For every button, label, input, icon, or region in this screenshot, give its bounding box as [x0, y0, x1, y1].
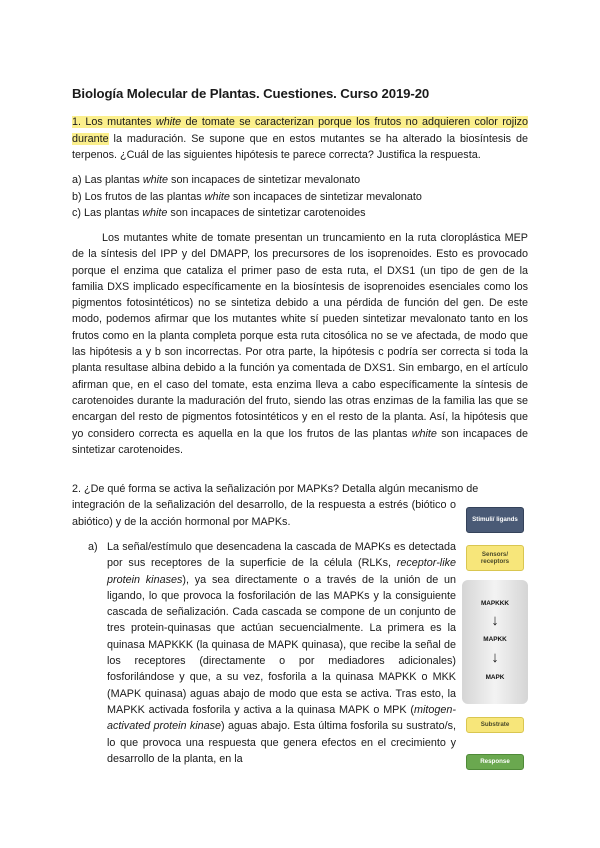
answer-end: son incapaces de sintetizar carotenoides.	[72, 427, 528, 456]
question-1	[72, 114, 528, 164]
answer-a-italic2: mitogen-activated protein kinase	[107, 703, 456, 733]
down-arrow-icon: ↓	[491, 612, 499, 629]
option-c-pre: c) Las plantas	[72, 207, 143, 219]
answer-text: Los mutantes white de tomate presentan un truncamiento en la ruta cloroplástica MEP de la síntesis del IPP y del DMAPP, los precursores de los isoprenoides. Esto es provocado porque el enzima que cataliza el primer paso de esta ruta, el DXS1 (un tipo de gen de la familia DXS implicado específicamente en la biosíntesis de isoprenoides esenciales como los pigmentos fotosintéticos) no se sintetiza debido a una pérdida de función del gen. De este modo, podemos afirmar que los mutantes white sí pueden sintetizar mevalonato tanto en los frutos como en la planta completa porque esta ruta citosólica no se ve afectada, de modo que las hipótesis a y b son incorrectas. Por otra parte, la hipótesis c podría ser correcta si toda la planta resultase albina debido a la función ya comentada de DXS1. Sin embargo, en el artículo afirman que, en el caso del tomate, esta enzima lleva a cabo específicamente la síntesis de carotenoides durante la maduración del fruto, siendo las otras enzimas de la familia las que se encargan del resto de pigmentos fotosintéticos y en el resto de la planta. Así, la hipótesis que yo considero correcta es aquella en la que los frutos de las plantas	[72, 232, 528, 440]
q1-highlight-end: de tomate se caracterizan porque los frutos no adquieren color rojizo durante	[72, 116, 529, 145]
mapk-cascade-diagram	[462, 500, 532, 780]
option-a-post: son incapaces de sintetizar mevalonato	[168, 174, 361, 186]
substrate-box: Substrate	[466, 717, 524, 733]
answer-a-text2: ), ya sea directamente o a través de la unión de un ligando, lo que provoca la fosforilación de las MAPKs y la consiguiente cascada de señalización. Cada cascada se compone de un conjunto de tres protein-quinasas que actúan secuencialmente. La primera es la quinasa MAPKKK (la quinasa de MAPK quinasa), que recibe la señal de los receptores (directamente o por mediadores adicionales) fosforilándose y que, a su vez, fosforila a la quinasa MAPKK o MKK (MAPK quinasa) aguas abajo de modo que esta se activa. Tras esto, la MAPKK activada fosforila y activa a la quinasa MAPK o MPK (	[107, 573, 457, 716]
answer-italic: white	[411, 427, 437, 440]
q1-highlight-italic: white	[155, 116, 182, 128]
mapkkk-label: MAPKKK	[480, 600, 510, 607]
kinase-cascade-panel	[462, 580, 528, 704]
stimuli-box: Stimuli/ ligands	[466, 507, 524, 533]
response-box: Response	[466, 754, 524, 770]
answer-a-italic1: receptor-like protein kinases	[107, 557, 456, 586]
option-a	[72, 172, 528, 189]
option-c	[72, 205, 528, 222]
option-b-post: son incapaces de sintetizar mevalonato	[229, 190, 422, 203]
option-c-post: son incapaces de sintetizar carotenoides	[167, 207, 366, 219]
question-2	[72, 481, 528, 530]
answer-a-text1: La señal/estímulo que desencadena la cascada de MAPKs es detectada por sus receptores de la superficie de la célula (RLKs,	[107, 541, 456, 570]
option-a-pre: a) Las plantas	[72, 174, 143, 186]
receptors-box: Sensors/ receptors	[466, 545, 524, 571]
q2-question-rest: integración de la señalización del desarrollo, de la respuesta a estrés (biótico o abiótico) y de la acción hormonal por MAPKs.	[72, 499, 456, 528]
q2-line1: 2. ¿De qué forma se activa la señalización por MAPKs? Detalla algún mecanismo de	[72, 483, 479, 495]
option-c-italic: white	[142, 207, 168, 219]
option-b-italic: white	[204, 190, 230, 203]
mapk-label: MAPK	[485, 674, 505, 681]
q1-options	[72, 172, 528, 222]
q1-answer	[72, 230, 528, 458]
q2-answer-a	[88, 539, 456, 767]
q1-question-rest: la maduración. Se supone que en estos mutantes se ha alterado la biosíntesis de terpenos. ¿Cuál de las siguientes hipótesis te parece correcta? Justifica la respuesta.	[72, 132, 528, 161]
q1-highlight-start: 1. Los mutantes	[72, 116, 156, 128]
answer-paragraph	[72, 230, 528, 458]
answer-a-paragraph	[107, 539, 456, 767]
mapkk-label: MAPKK	[483, 636, 507, 643]
option-b-pre: b) Los frutos de las plantas	[72, 190, 205, 203]
answer-a-text3: ) aguas abajo. Esta última fosforila su sustrato/s, lo que provoca una respuesta que genera efectos en el crecimiento y desarrollo de la planta, en la	[107, 720, 456, 765]
page-title: Biología Molecular de Plantas. Cuestiones. Curso 2019-20	[72, 86, 430, 101]
item-label-a: a)	[88, 541, 98, 553]
option-b	[72, 189, 528, 206]
down-arrow-icon: ↓	[491, 649, 499, 666]
option-a-italic: white	[142, 174, 169, 186]
